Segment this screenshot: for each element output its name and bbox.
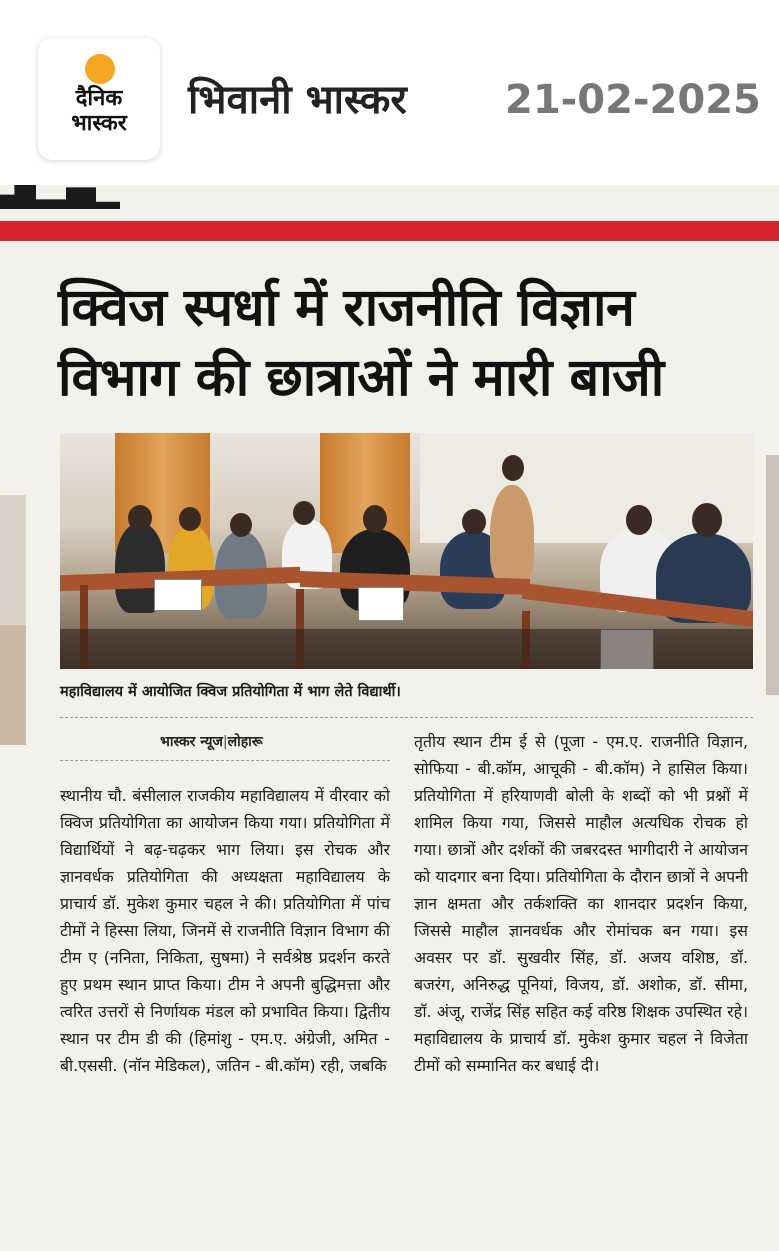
section-red-rule	[0, 221, 779, 241]
article-column-1	[60, 782, 390, 1079]
student-head	[179, 507, 201, 531]
byline	[160, 732, 263, 751]
dainik-bhaskar-logo[interactable]	[38, 38, 160, 160]
photo-caption: महाविद्यालय में आयोजित क्विज प्रतियोगिता में भाग लेते विद्यार्थी।	[60, 684, 401, 700]
article-photo	[60, 433, 753, 669]
byline-place: लोहारू	[227, 734, 263, 750]
team-name-card	[154, 579, 202, 611]
student-head	[128, 505, 152, 531]
headline-line-2: विभाग की छात्राओं ने मारी बाजी	[58, 348, 664, 408]
article-text: स्थानीय चौ. बंसीलाल राजकीय महाविद्यालय में वीरवार को क्विज प्रतियोगिता का आयोजन किया गया। प्रतियोगिता में विद्यार्थियों ने बढ़-चढ़कर भाग लिया। इस रोचक और ज्ञानवर्धक प्रतियोगिता की अध्यक्षता महाविद्यालय के प्राचार्य डॉ. मुकेश कुमार चहल ने की। प्रतियोगिता में पांच टीमों ने हिस्सा लिया, जिनमें से राजनीति विज्ञान विभाग की टीम ए (ननिता, निकिता, सुषमा) ने सर्वश्रेष्ठ प्रदर्शन करते हुए प्रथम स्थान प्राप्त किया। टीम ने अपनी बुद्धिमत्ता और त्वरित उत्तरों से निर्णायक मंडल को प्रभावित किया। द्वितीय स्थान पर टीम डी की (हिमांशु - एम.ए. अंग्रेजी, अमित - बी.एससी. (नॉन मेडिकल), जतिन - बी.कॉम) रही, जबकि	[60, 786, 390, 1075]
byline-divider	[60, 760, 390, 761]
student-head	[363, 505, 387, 533]
team-name-card	[358, 587, 404, 621]
article-headline	[58, 273, 748, 413]
student-head	[692, 503, 722, 537]
sun-icon	[85, 54, 115, 84]
logo-text-line1: दैनिक	[75, 86, 123, 111]
app-header	[0, 0, 779, 185]
standing-person-figure	[490, 485, 534, 585]
student-head	[230, 513, 252, 537]
caption-divider	[60, 717, 753, 718]
newspaper-clipping	[0, 185, 779, 1251]
adjacent-photo-edge	[0, 625, 26, 745]
cropped-heading-fragment	[0, 185, 120, 209]
byline-source: भास्कर न्यूज	[160, 734, 223, 750]
standing-person-head	[502, 455, 524, 481]
byline-separator: |	[222, 734, 228, 750]
publication-name: भिवानी भास्कर	[188, 77, 407, 123]
student-head	[626, 505, 652, 535]
floor-shadow	[60, 629, 753, 669]
article-text: तृतीय स्थान टीम ई से (पूजा - एम.ए. राजनीति विज्ञान, सोफिया - बी.कॉम, आचूकी - बी.कॉम) ने हासिल किया। प्रतियोगिता में हरियाणवी बोली के शब्दों को भी प्रश्नों में शामिल किया गया, जिससे माहौल अत्यधिक रोचक हो गया। छात्रों और दर्शकों की जबरदस्त भागीदारी ने आयोजन को यादगार बना दिया। प्रतियोगिता के दौरान छात्रों ने अपनी ज्ञान क्षमता और तर्कशक्ति का शानदार प्रदर्शन किया, जिससे माहौल ज्ञानवर्धक और रोमांचक बन गया। इस अवसर पर डॉ. सुखवीर सिंह, डॉ. अजय वशिष्ठ, डॉ. बजरंग, अनिरुद्ध पूनियां, विजय, डॉ. अशोक, डॉ. सीमा, डॉ. अंजू, राजेंद्र सिंह सहित कई वरिष्ठ शिक्षक उपस्थित रहे। महाविद्यालय के प्राचार्य डॉ. मुकेश कुमार चहल ने विजेता टीमों को सम्मानित कर बधाई दी।	[414, 732, 748, 1075]
article-column-2	[414, 728, 748, 1079]
adjacent-article-edge-right	[766, 455, 779, 695]
edition-date: 21-02-2025	[505, 77, 761, 123]
headline-line-1: क्विज स्पर्धा में राजनीति विज्ञान	[58, 278, 635, 338]
student-head	[462, 509, 486, 535]
logo-text-line2: भास्कर	[71, 111, 127, 136]
student-head	[293, 501, 315, 525]
